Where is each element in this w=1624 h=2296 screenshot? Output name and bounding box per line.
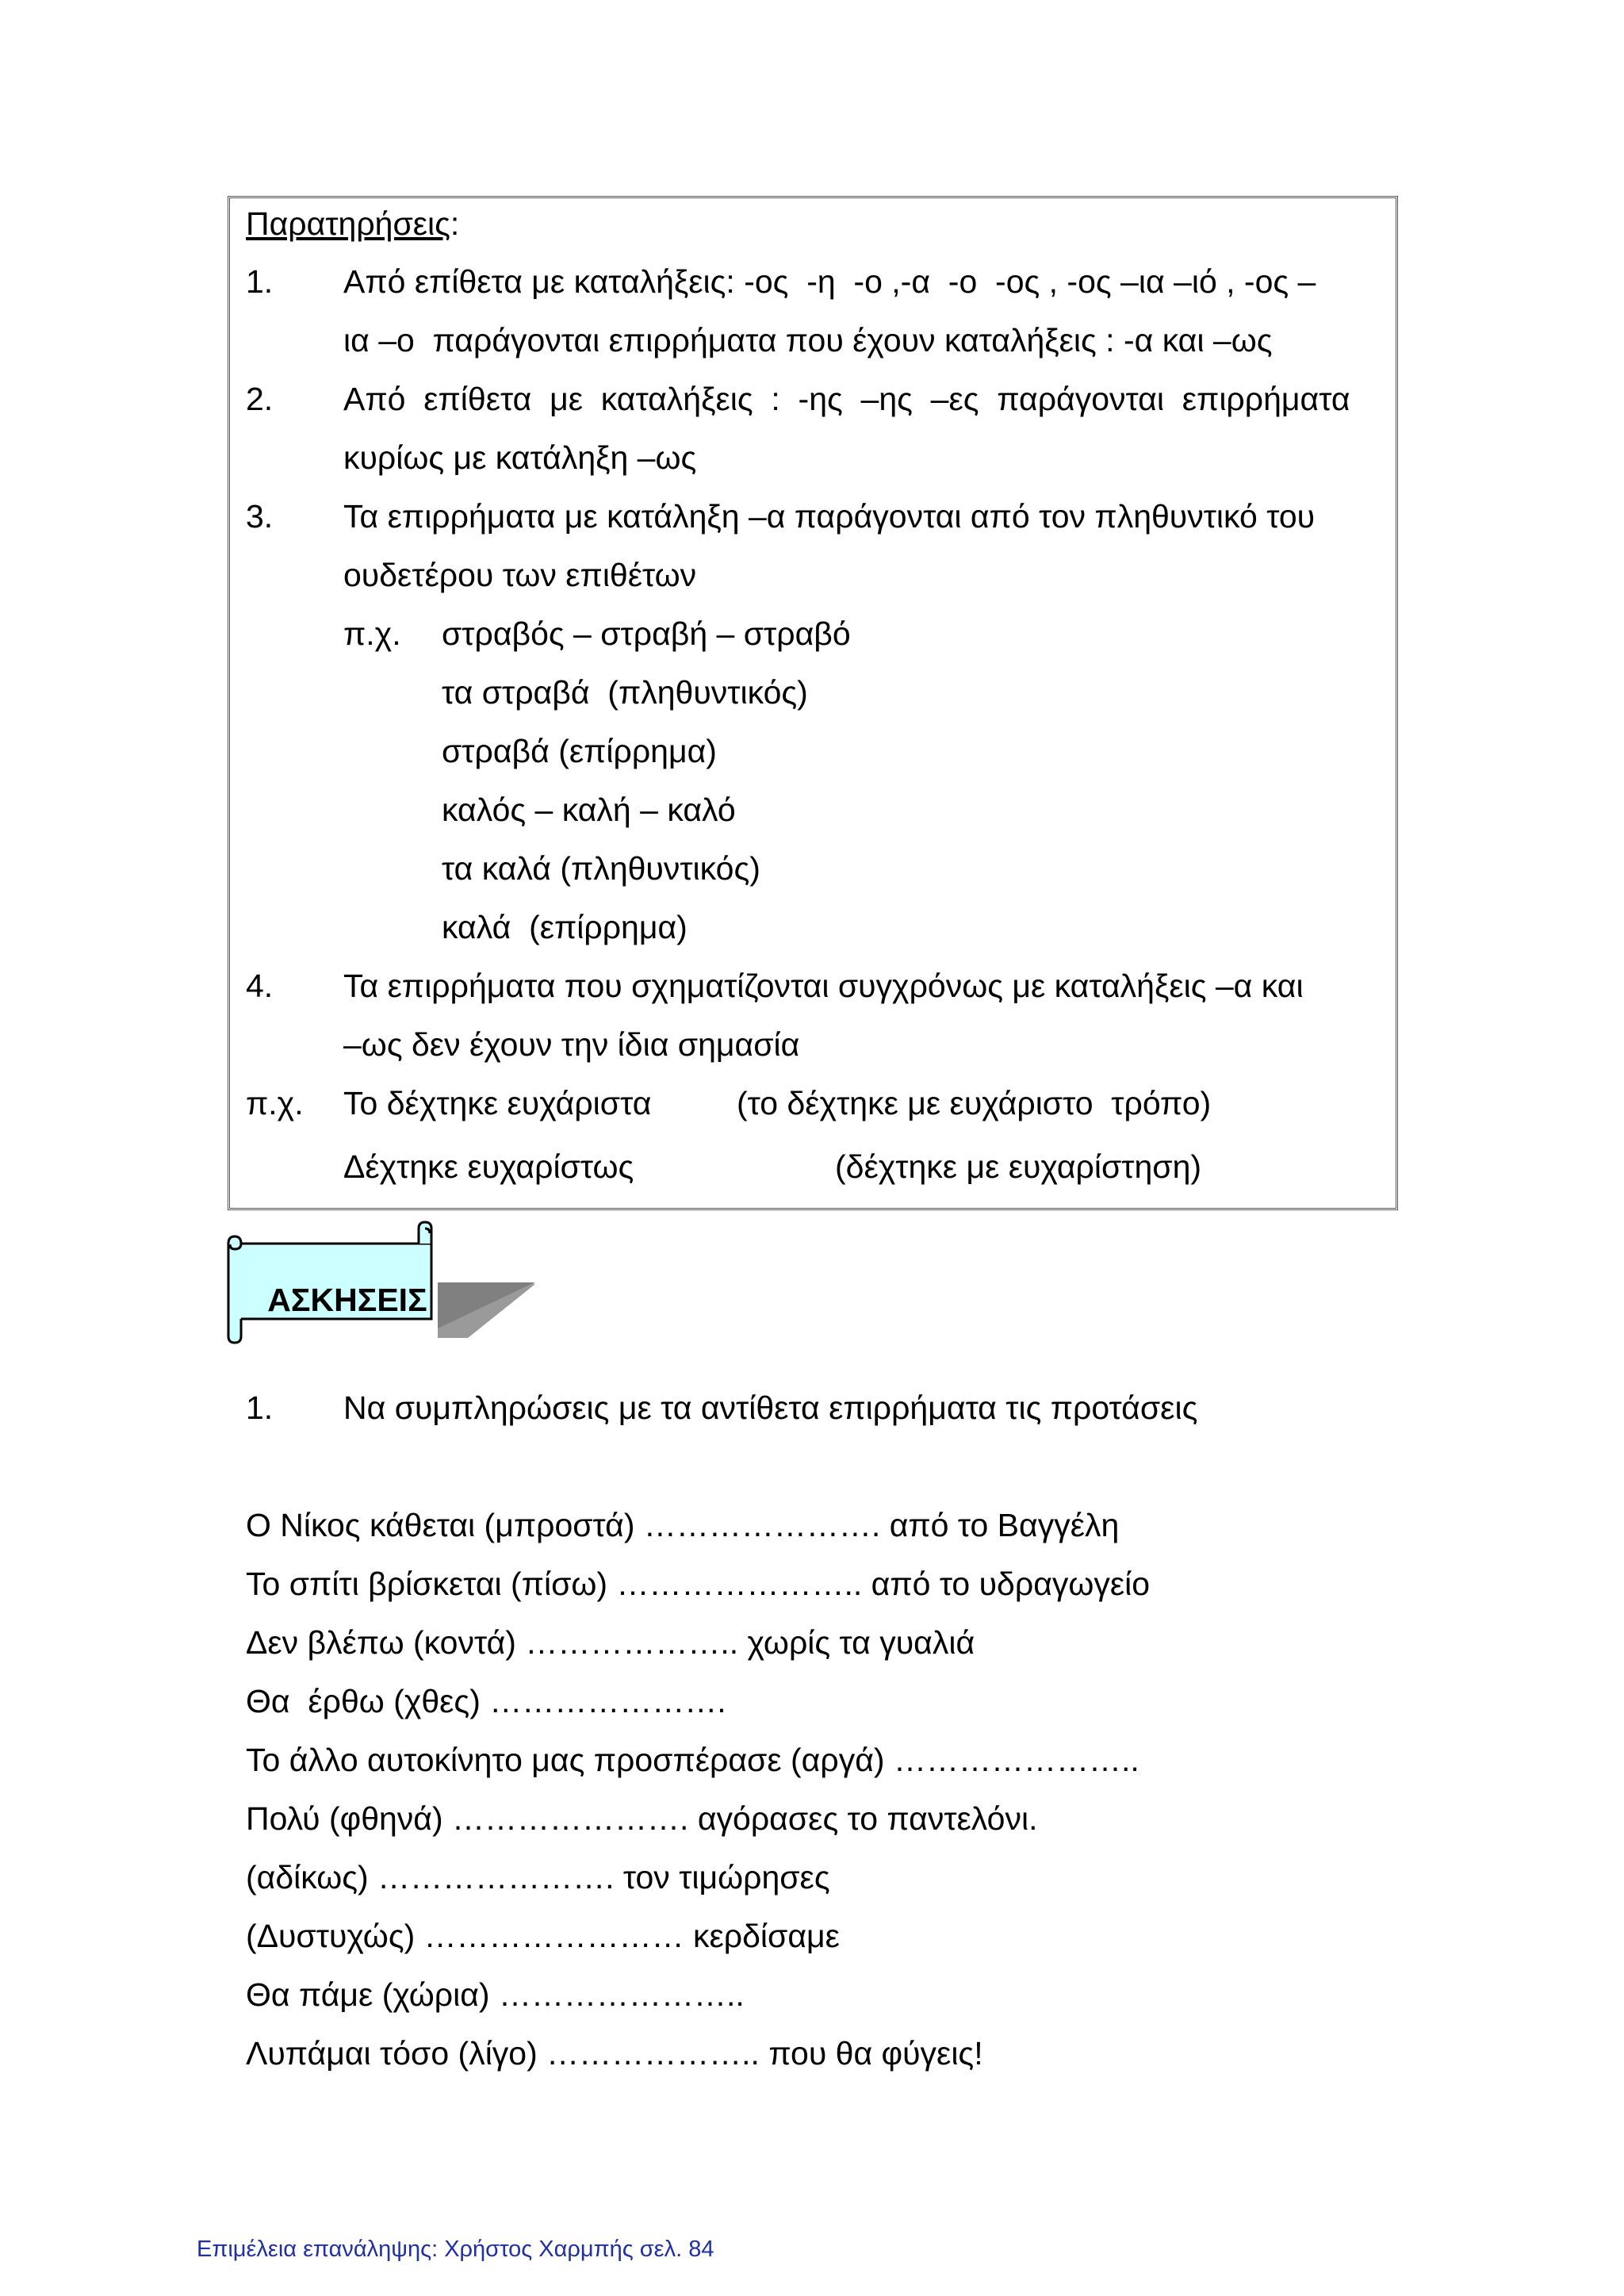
note-4-line-2: –ως δεν έχουν την ίδια σημασία: [343, 1026, 800, 1063]
sentence-3: Δεν βλέπω (κοντά) ……………….. χωρίς τα γυαλιά: [246, 1624, 975, 1661]
note-2-line-2: κυρίως με κατάληξη –ως: [343, 439, 697, 476]
exercise-instruction: Να συμπληρώσεις με τα αντίθετα επιρρήματα τις προτάσεις: [343, 1389, 1198, 1426]
note-4-number: 4.: [246, 968, 274, 1004]
sentence-4: Θα έρθω (χθες) ………………….: [246, 1683, 726, 1719]
example-line-6: καλά (επίρρημα): [442, 909, 688, 945]
sentence-10: Λυπάμαι τόσο (λίγο) ……………….. που θα φύγεις!: [246, 2035, 983, 2072]
sentence-6: Πολύ (φθηνά) …………………. αγόρασες το παντελόνι.: [246, 1800, 1038, 1837]
notes-title-colon: :: [450, 205, 460, 242]
sentence-8: (Δυστυχώς) …………………… κερδίσαμε: [246, 1918, 840, 1954]
note-2-number: 2.: [246, 381, 274, 417]
exercise-number: 1.: [246, 1389, 274, 1426]
final-row-2-left: Δέχτηκε ευχαρίστως: [343, 1148, 634, 1185]
example-line-4: καλός – καλή – καλό: [442, 792, 736, 828]
note-3-number: 3.: [246, 498, 274, 535]
notes-title-text: Παρατηρήσεις: [246, 205, 450, 242]
note-3-line-1: Τα επιρρήματα με κατάληξη –α παράγονται από τον πληθυντικό του: [343, 498, 1316, 535]
sentence-5: Το άλλο αυτοκίνητο μας προσπέρασε (αργά) …………………..: [246, 1742, 1139, 1778]
note-1-line-2: ια –ο παράγονται επιρρήματα που έχουν καταλήξεις : -α και –ως: [343, 322, 1273, 358]
final-row-2-right: (δέχτηκε με ευχαρίστηση): [835, 1148, 1202, 1185]
sentence-2: Το σπίτι βρίσκεται (πίσω) ………………….. από το υδραγωγείο: [246, 1566, 1151, 1602]
final-example-label: π.χ.: [246, 1085, 304, 1121]
exercises-banner: [214, 1217, 547, 1344]
example-label: π.χ.: [343, 615, 401, 652]
sentence-9: Θα πάμε (χώρια) …………………..: [246, 1976, 745, 2013]
note-1-number: 1.: [246, 263, 274, 300]
example-line-5: τα καλά (πληθυντικός): [442, 850, 760, 887]
example-line-3: στραβά (επίρρημα): [442, 733, 717, 769]
sentence-7: (αδίκως) …………………. τον τιμώρησες: [246, 1859, 830, 1895]
page-footer: Επιμέλεια επανάληψης: Χρήστος Χαρμπής σελ. 84: [197, 2237, 714, 2262]
final-row-1-right: (το δέχτηκε με ευχάριστο τρόπο): [737, 1085, 1212, 1121]
notes-title: [246, 205, 459, 243]
note-2-line-1: Από επίθετα με καταλήξεις : -ης –ης –ες παράγονται επιρρήματα: [343, 381, 1350, 417]
note-1-line-1: Από επίθετα με καταλήξεις: -ος -η -ο ,-α -ο -ος , -ος –ια –ιό , -ος –: [343, 263, 1316, 300]
banner-label: ΑΣΚΗΣΕΙΣ: [267, 1282, 427, 1318]
note-3-line-2: ουδετέρου των επιθέτων: [343, 557, 697, 593]
sentence-1: Ο Νίκος κάθεται (μπροστά) …………………. από το Βαγγέλη: [246, 1507, 1120, 1543]
example-line-1: στραβός – στραβή – στραβό: [442, 615, 851, 652]
final-row-1-left: Το δέχτηκε ευχάριστα: [343, 1085, 652, 1121]
example-line-2: τα στραβά (πληθυντικός): [442, 674, 808, 711]
note-4-line-1: Τα επιρρήματα που σχηματίζονται συγχρόνως με καταλήξεις –α και: [343, 968, 1304, 1004]
